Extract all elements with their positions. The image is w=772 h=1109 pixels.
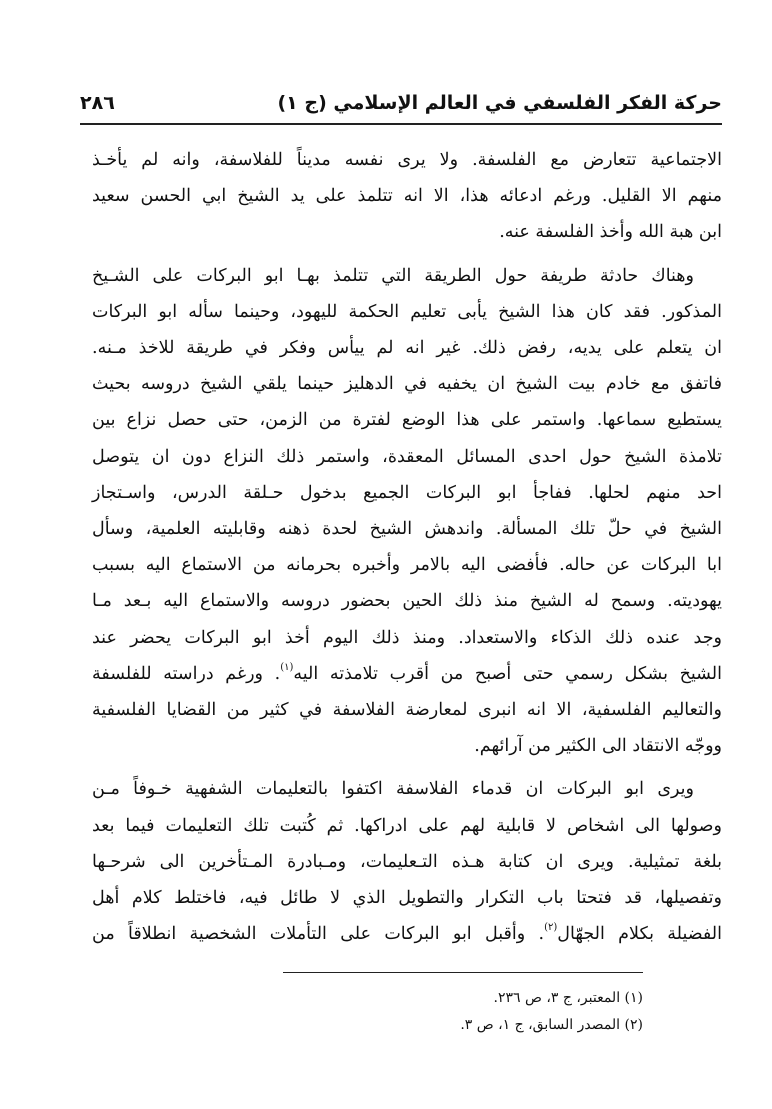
- text-line: ووجّه الانتقاد الى الكثير من آرائهم.: [474, 736, 722, 757]
- text-segment: . ورغم دراسته للفلسفة: [92, 663, 281, 684]
- text-line: ابا البركات عن حاله. فأفضى اليه بالامر وأخبره بحرمانه من الاستماع اليه بسبب: [92, 555, 722, 576]
- text-line-with-footnote: [92, 656, 722, 692]
- text-line: ابن هبة الله وأخذ الفلسفة عنه.: [499, 222, 722, 243]
- text-line: منهم الا القليل. ورغم ادعائه هذا، الا انه تتلمذ على يد الشيخ ابي الحسن سعيد: [92, 186, 722, 207]
- header-rule: [80, 123, 722, 125]
- text-line: احد منهم لحلها. ففاجأ ابو البركات الجميع بدخول حـلقة الدرس، واسـتجاز: [92, 482, 722, 503]
- text-line: بلغة تمثيلية. ويرى ان كتابة هـذه التـعليمات، ومـبادرة المـتأخرين الى شرحـها: [92, 851, 722, 872]
- footnote-ref-2[interactable]: (٢): [544, 922, 558, 934]
- footnote-1: (١) المعتبر، ج ٣، ص ٢٣٦.: [493, 990, 643, 1006]
- text-line: المذكور. فقد كان هذا الشيخ يأبى تعليم الحكمة لليهود، وحينما سأله ابو البركات: [92, 301, 722, 322]
- text-line: يستطيع سماعها. واستمر على هذا الوضع لفترة من الزمن، حتى حصل نزاع بين: [92, 410, 722, 431]
- footnote-ref-1[interactable]: (١): [280, 661, 294, 673]
- text-line: الاجتماعية تتعارض مع الفلسفة. ولا يرى نفسه مديناً للفلاسفة، وانه لم يأخـذ: [92, 150, 722, 170]
- text-line: والتعاليم الفلسفية، الا انه انبرى لمعارضة الفلاسفة في كثير من القضايا الفلسفية: [92, 700, 722, 721]
- text-line-with-footnote: [92, 916, 722, 952]
- running-title: حركة الفكر الفلسفي في العالم الإسلامي (ج ١): [277, 92, 722, 114]
- paragraph-2: [92, 258, 722, 765]
- body-text: [92, 142, 722, 952]
- text-line: يهوديته. وسمح له الشيخ منذ ذلك الحين بحضور دروسه والاستماع اليه بـعد مـا: [92, 591, 722, 612]
- text-segment: الفضيلة بكلام الجهّال: [557, 924, 722, 945]
- running-header: [80, 88, 722, 122]
- text-segment: .: [525, 924, 545, 945]
- text-segment: الشيخ بشكل رسمي حتى أصبح من أقرب تلامذته اليه: [293, 663, 722, 684]
- text-line: ويرى ابو البركات ان قدماء الفلاسفة اكتفوا بالتعليمات الشفهية خـوفاً مـن: [92, 779, 694, 800]
- text-line: وصولها الى اشخاص لا قابلية لهم على ادراكها. ثم كُتبت تلك التعليمات فيما بعد: [92, 815, 722, 836]
- text-line: تلامذة الشيخ حول احدى المسائل المعقدة، واستمر ذلك النزاع دون ان يتوصل: [92, 446, 722, 467]
- footnote-2: (٢) المصدر السابق، ج ١، ص ٣.: [460, 1017, 643, 1033]
- text-line: وجد عنده ذلك الذكاء والاستعداد. ومنذ ذلك اليوم أخذ ابو البركات يحضر عند: [92, 627, 722, 648]
- paragraph-1: [92, 142, 722, 251]
- text-line: وهناك حادثة طريفة حول الطريقة التي تتلمذ بهـا ابو البركات على الشـيخ: [92, 265, 694, 286]
- text-line: الشيخ في حلّ تلك المسألة. واندهش الشيخ لحدة ذهنه وقابليته العلمية، وسأل: [92, 519, 722, 540]
- footnote-separator: [283, 972, 643, 973]
- text-line: وتفصيلها، قد فتحتا باب التكرار والتطويل الذي لا طائل فيه، فاختلط كلام أهل: [92, 888, 722, 909]
- page-number: ٢٨٦: [80, 92, 115, 114]
- text-line: ان يتعلم على يديه، رفض ذلك. غير انه لم ييأس وفكر في طريقة للاخذ مـنه.: [92, 338, 722, 359]
- text-segment: وأقبل ابو البركات على التأملات الشخصية انطلاقاً من: [92, 924, 526, 945]
- paragraph-3: [92, 771, 722, 952]
- text-line: فاتفق مع خادم بيت الشيخ ان يخفيه في الدهليز حينما يلقي الشيخ دروسه بحيث: [92, 374, 722, 395]
- footnotes: [283, 985, 643, 1039]
